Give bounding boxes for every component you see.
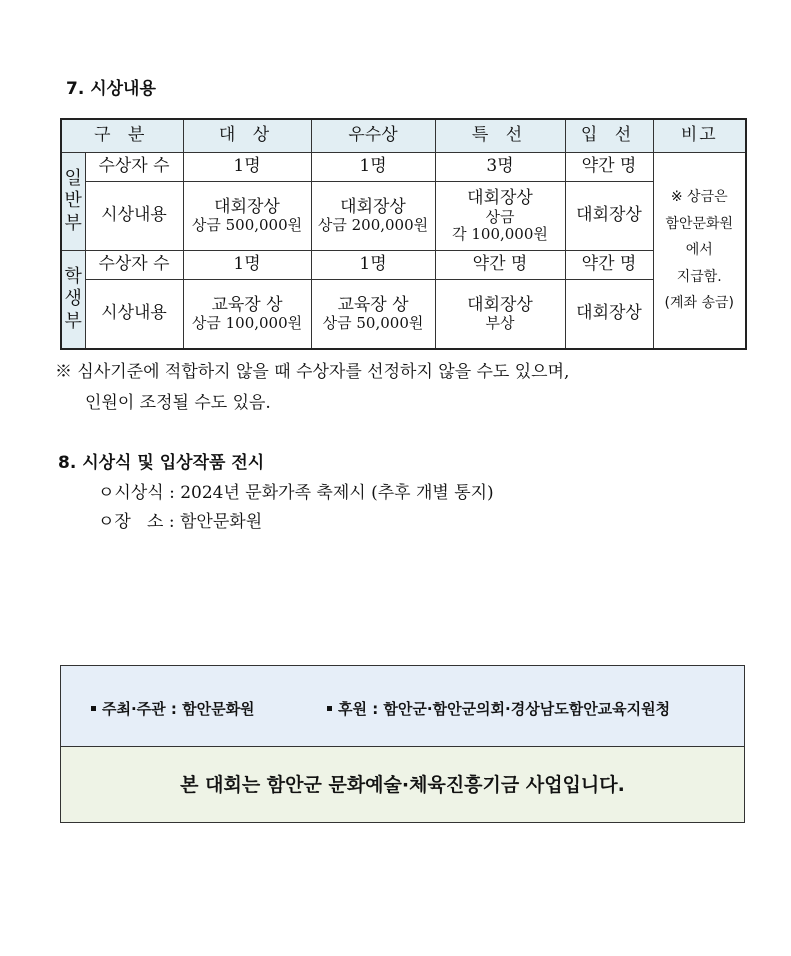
- cell-sub: 상금 50,000원: [322, 314, 424, 333]
- table-row: [61, 153, 746, 182]
- table-cell: 약간 명: [565, 251, 653, 280]
- table-cell: 약간 명: [435, 251, 565, 280]
- table-header-row: [61, 119, 746, 153]
- ceremony-line: ㅇ시상식 : 2024년 문화가족 축제시 (추후 개별 통지): [98, 483, 494, 503]
- cell-main: 대회장상: [340, 196, 406, 217]
- sponsor-credit: [327, 698, 670, 719]
- table-cell: [311, 280, 435, 350]
- table-cell: [183, 182, 311, 251]
- section-7-title: 7. 시상내용: [66, 79, 156, 99]
- row-label: 시상내용: [85, 182, 183, 251]
- table-cell: 대회장상: [565, 182, 653, 251]
- place-line: ㅇ장 소 : 함안문화원: [98, 512, 263, 532]
- cell-sub: 상금 100,000원: [191, 314, 303, 333]
- cell-sub: 상금 200,000원: [317, 216, 429, 235]
- table-cell: [435, 280, 565, 350]
- cell-main: 교육장 상: [211, 294, 283, 315]
- cell-main: 교육장 상: [337, 294, 409, 315]
- remark-line: ※ 상금은: [670, 189, 728, 206]
- table-cell: 대회장상: [565, 280, 653, 350]
- cell-sub: 각 100,000원: [452, 224, 548, 243]
- host-text: 주최·주관 : 함안문화원: [102, 700, 255, 718]
- cell-main: 대회장상: [214, 196, 280, 217]
- cell-sub: 상금: [485, 207, 515, 226]
- header-selection: 입 선: [565, 119, 653, 153]
- cell-sub: 상금 500,000원: [191, 216, 303, 235]
- bullet-square-icon: [327, 706, 332, 711]
- table-row: [61, 251, 746, 280]
- section-8-title: 8. 시상식 및 입상작품 전시: [58, 453, 265, 473]
- table-cell: [435, 182, 565, 251]
- row-label: 수상자 수: [85, 251, 183, 280]
- table-cell: [311, 182, 435, 251]
- bullet-square-icon: [91, 706, 96, 711]
- header-grand-prize: 대 상: [183, 119, 311, 153]
- header-special: 특 선: [435, 119, 565, 153]
- footer-credits: [61, 666, 744, 747]
- table-cell: 약간 명: [565, 153, 653, 182]
- row-label: 시상내용: [85, 280, 183, 350]
- cell-main: 대회장상: [467, 187, 533, 208]
- award-table: [60, 118, 747, 350]
- remark-cell: [653, 153, 746, 350]
- remark-line: 함안문화원: [665, 215, 734, 232]
- table-row: [61, 280, 746, 350]
- row-label: 수상자 수: [85, 153, 183, 182]
- footnote-line-2: 인원이 조정될 수도 있음.: [85, 393, 271, 413]
- table-cell: 1명: [311, 251, 435, 280]
- cell-main: 대회장상: [467, 294, 533, 315]
- table-cell: 1명: [183, 251, 311, 280]
- remark-line: (계좌 송금): [664, 295, 734, 312]
- header-category: 구 분: [61, 119, 183, 153]
- sponsor-text: 후원 : 함안군·함안군의회·경상남도함안교육지원청: [338, 700, 671, 718]
- table-cell: [183, 280, 311, 350]
- cell-sub: 부상: [485, 314, 515, 333]
- footnote-line-1: ※ 심사기준에 적합하지 않을 때 수상자를 선정하지 않을 수도 있으며,: [55, 362, 570, 382]
- group-general-label: 일 반 부: [61, 153, 85, 251]
- table-row: [61, 182, 746, 251]
- header-remark: 비고: [653, 119, 746, 153]
- footer-statement: 본 대회는 함안군 문화예술·체육진흥기금 사업입니다.: [61, 747, 744, 822]
- table-cell: 3명: [435, 153, 565, 182]
- header-excellence: 우수상: [311, 119, 435, 153]
- table-cell: 1명: [311, 153, 435, 182]
- remark-line: 지급함.: [676, 268, 722, 285]
- footer-box: [60, 665, 745, 823]
- table-cell: 1명: [183, 153, 311, 182]
- host-credit: [91, 698, 255, 719]
- group-student-label: 학 생 부: [61, 251, 85, 350]
- remark-line: 에서: [685, 242, 713, 259]
